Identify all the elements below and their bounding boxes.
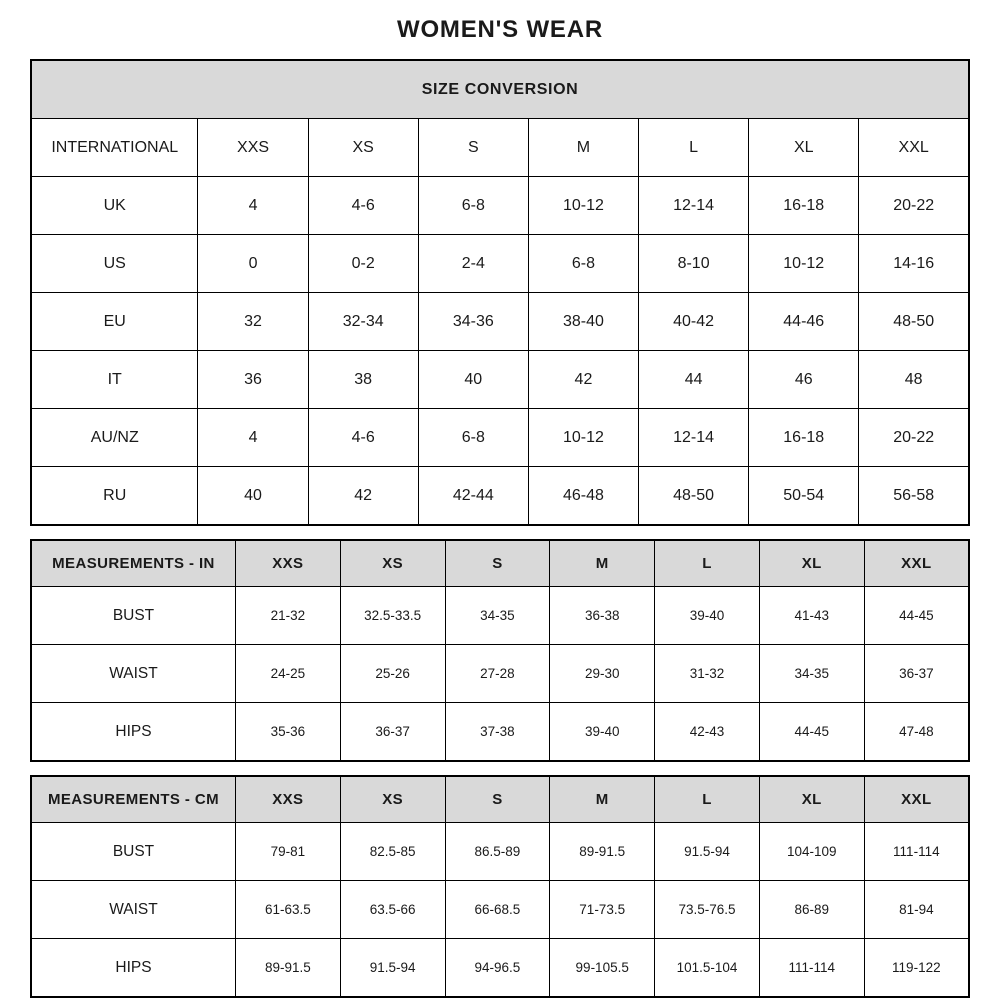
value-cell: 32-34 (308, 293, 418, 351)
value-cell: 86-89 (759, 881, 864, 939)
value-cell: 86.5-89 (445, 823, 550, 881)
value-cell: 36-37 (340, 703, 445, 762)
size-column-header: M (550, 776, 655, 823)
value-cell: 48 (859, 351, 969, 409)
value-cell: 79-81 (235, 823, 340, 881)
value-cell: 39-40 (550, 703, 655, 762)
size-column-header: XS (340, 776, 445, 823)
value-cell: 16-18 (749, 177, 859, 235)
value-cell: 2-4 (418, 235, 528, 293)
measurements-cm-table (30, 775, 970, 998)
table-row (31, 823, 969, 881)
value-cell: 0-2 (308, 235, 418, 293)
size-column-header: S (445, 776, 550, 823)
value-cell: 40-42 (639, 293, 749, 351)
table-row (31, 293, 969, 351)
table-title-row (31, 60, 969, 119)
value-cell: 4-6 (308, 409, 418, 467)
row-label: AU/NZ (31, 409, 198, 467)
table-row (31, 177, 969, 235)
table-row (31, 881, 969, 939)
value-cell: 38-40 (528, 293, 638, 351)
value-cell: 42 (308, 467, 418, 526)
size-conversion-table (30, 59, 970, 526)
value-cell: 94-96.5 (445, 939, 550, 998)
value-cell: 40 (198, 467, 308, 526)
value-cell: 10-12 (749, 235, 859, 293)
value-cell: 29-30 (550, 645, 655, 703)
value-cell: 4-6 (308, 177, 418, 235)
table-row (31, 645, 969, 703)
value-cell: 14-16 (859, 235, 969, 293)
value-cell: 12-14 (639, 409, 749, 467)
value-cell: 73.5-76.5 (655, 881, 760, 939)
value-cell: 91.5-94 (340, 939, 445, 998)
value-cell: 38 (308, 351, 418, 409)
row-label: HIPS (31, 703, 235, 762)
row-label: EU (31, 293, 198, 351)
value-cell: 82.5-85 (340, 823, 445, 881)
size-column-header: M (528, 119, 638, 177)
table-header-row (31, 119, 969, 177)
value-cell: 27-28 (445, 645, 550, 703)
value-cell: 36-37 (864, 645, 969, 703)
size-column-header: XS (308, 119, 418, 177)
value-cell: 48-50 (859, 293, 969, 351)
size-column-header: XXS (235, 540, 340, 587)
row-label: WAIST (31, 881, 235, 939)
value-cell: 44-46 (749, 293, 859, 351)
row-label: IT (31, 351, 198, 409)
value-cell: 44 (639, 351, 749, 409)
value-cell: 37-38 (445, 703, 550, 762)
value-cell: 81-94 (864, 881, 969, 939)
table-row (31, 467, 969, 526)
table-row (31, 939, 969, 998)
row-label: UK (31, 177, 198, 235)
value-cell: 34-36 (418, 293, 528, 351)
value-cell: 56-58 (859, 467, 969, 526)
row-label: RU (31, 467, 198, 526)
value-cell: 8-10 (639, 235, 749, 293)
size-column-header: L (655, 776, 760, 823)
size-column-header: XXS (198, 119, 308, 177)
value-cell: 36 (198, 351, 308, 409)
row-label: HIPS (31, 939, 235, 998)
table-row (31, 703, 969, 762)
value-cell: 104-109 (759, 823, 864, 881)
size-column-header: S (445, 540, 550, 587)
row-label: BUST (31, 587, 235, 645)
table-row (31, 587, 969, 645)
page-title: WOMEN'S WEAR (397, 16, 603, 43)
value-cell: 44-45 (759, 703, 864, 762)
value-cell: 6-8 (418, 177, 528, 235)
value-cell: 34-35 (759, 645, 864, 703)
value-cell: 21-32 (235, 587, 340, 645)
size-column-header: S (418, 119, 528, 177)
table-row (31, 351, 969, 409)
table-header-row (31, 540, 969, 587)
size-column-header: M (550, 540, 655, 587)
value-cell: 50-54 (749, 467, 859, 526)
value-cell: 91.5-94 (655, 823, 760, 881)
size-column-header: XL (759, 776, 864, 823)
value-cell: 41-43 (759, 587, 864, 645)
value-cell: 31-32 (655, 645, 760, 703)
size-column-header: XL (749, 119, 859, 177)
value-cell: 12-14 (639, 177, 749, 235)
size-column-header: XXL (864, 776, 969, 823)
value-cell: 47-48 (864, 703, 969, 762)
value-cell: 48-50 (639, 467, 749, 526)
value-cell: 42 (528, 351, 638, 409)
value-cell: 36-38 (550, 587, 655, 645)
table-header-label: MEASUREMENTS - IN (31, 540, 235, 587)
value-cell: 20-22 (859, 177, 969, 235)
size-column-header: XL (759, 540, 864, 587)
value-cell: 63.5-66 (340, 881, 445, 939)
size-column-header: L (639, 119, 749, 177)
value-cell: 6-8 (418, 409, 528, 467)
value-cell: 4 (198, 177, 308, 235)
row-label: BUST (31, 823, 235, 881)
measurements-in-table (30, 539, 970, 762)
value-cell: 61-63.5 (235, 881, 340, 939)
value-cell: 24-25 (235, 645, 340, 703)
value-cell: 39-40 (655, 587, 760, 645)
table-header-row (31, 776, 969, 823)
value-cell: 99-105.5 (550, 939, 655, 998)
value-cell: 16-18 (749, 409, 859, 467)
value-cell: 40 (418, 351, 528, 409)
value-cell: 10-12 (528, 409, 638, 467)
size-column-header: XXS (235, 776, 340, 823)
value-cell: 25-26 (340, 645, 445, 703)
value-cell: 46-48 (528, 467, 638, 526)
value-cell: 71-73.5 (550, 881, 655, 939)
value-cell: 111-114 (864, 823, 969, 881)
value-cell: 42-43 (655, 703, 760, 762)
value-cell: 89-91.5 (550, 823, 655, 881)
value-cell: 101.5-104 (655, 939, 760, 998)
value-cell: 111-114 (759, 939, 864, 998)
value-cell: 6-8 (528, 235, 638, 293)
value-cell: 35-36 (235, 703, 340, 762)
value-cell: 4 (198, 409, 308, 467)
value-cell: 10-12 (528, 177, 638, 235)
value-cell: 119-122 (864, 939, 969, 998)
table-title: SIZE CONVERSION (31, 60, 969, 119)
table-row (31, 409, 969, 467)
row-label: US (31, 235, 198, 293)
value-cell: 0 (198, 235, 308, 293)
value-cell: 20-22 (859, 409, 969, 467)
value-cell: 34-35 (445, 587, 550, 645)
size-column-header: XXL (864, 540, 969, 587)
size-column-header: L (655, 540, 760, 587)
value-cell: 32.5-33.5 (340, 587, 445, 645)
table-row (31, 235, 969, 293)
table-header-label: INTERNATIONAL (31, 119, 198, 177)
value-cell: 32 (198, 293, 308, 351)
row-label: WAIST (31, 645, 235, 703)
value-cell: 89-91.5 (235, 939, 340, 998)
value-cell: 46 (749, 351, 859, 409)
table-header-label: MEASUREMENTS - CM (31, 776, 235, 823)
size-column-header: XXL (859, 119, 969, 177)
value-cell: 42-44 (418, 467, 528, 526)
value-cell: 44-45 (864, 587, 969, 645)
value-cell: 66-68.5 (445, 881, 550, 939)
size-column-header: XS (340, 540, 445, 587)
